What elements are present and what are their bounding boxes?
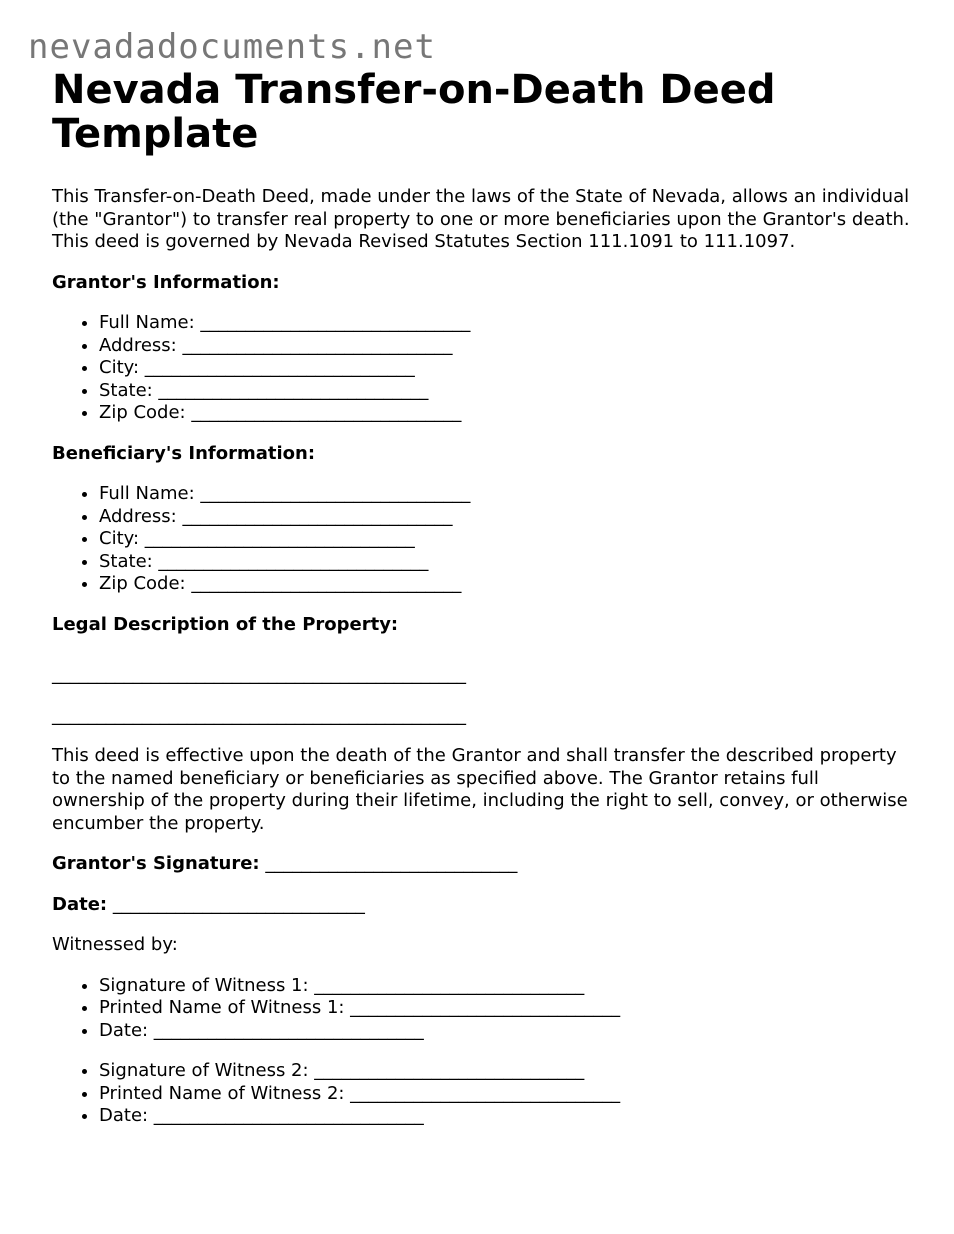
witness-1-date-field: • Date: ______________________________: [99, 1020, 912, 1043]
intro-paragraph: This Transfer-on-Death Deed, made under the laws of the State of Nevada, allows an individual (the "Grantor") to transfer real property to one or more beneficiaries upon the Grantor's death. This deed is governed by Nevada Revised Statutes Section 111.1091 to 111.1097.: [52, 186, 910, 252]
witness-1-list: [52, 975, 912, 1043]
date-line: [52, 894, 912, 917]
document-page: [52, 68, 912, 1128]
grantor-heading: Grantor's Information:: [52, 271, 280, 293]
grantor-full-name-field: • Full Name: ______________________________: [99, 312, 912, 335]
beneficiary-fields-list: [52, 483, 912, 596]
beneficiary-city-field: • City: ______________________________: [99, 528, 912, 551]
grantor-signature-label: Grantor's Signature:: [52, 853, 260, 874]
beneficiary-full-name-field: • Full Name: ______________________________: [99, 483, 912, 506]
witness-2-list: [52, 1060, 912, 1128]
witnessed-by-label: Witnessed by:: [52, 934, 178, 955]
witness-2-date-field: • Date: ______________________________: [99, 1105, 912, 1128]
grantor-signature-line: [52, 853, 912, 876]
witness-1-printed-name-field: • Printed Name of Witness 1: ______________________________: [99, 997, 912, 1020]
page-title: Nevada Transfer-on-Death Deed Template: [52, 67, 776, 157]
property-description-line: ______________________________________________: [52, 664, 466, 685]
watermark: nevadadocuments.net: [28, 27, 436, 67]
property-description-line: ______________________________________________: [52, 704, 466, 726]
witness-1-signature-field: • Signature of Witness 1: ______________________________: [99, 975, 912, 998]
date-blank: ____________________________: [112, 893, 365, 915]
grantor-zip-field: • Zip Code: ______________________________: [99, 402, 912, 425]
property-heading: Legal Description of the Property:: [52, 613, 399, 635]
grantor-address-field: • Address: ______________________________: [99, 335, 912, 358]
witness-2-printed-name-field: • Printed Name of Witness 2: ______________________________: [99, 1083, 912, 1106]
beneficiary-address-field: • Address: ______________________________: [99, 506, 912, 529]
grantor-state-field: • State: ______________________________: [99, 380, 912, 403]
grantor-signature-blank: ____________________________: [265, 853, 518, 874]
grantor-fields-list: [52, 312, 912, 425]
grantor-city-field: • City: ______________________________: [99, 357, 912, 380]
beneficiary-zip-field: • Zip Code: ______________________________: [99, 573, 912, 596]
beneficiary-heading: Beneficiary's Information:: [52, 442, 316, 464]
closing-paragraph: This deed is effective upon the death of the Grantor and shall transfer the described property to the named beneficiary or beneficiaries as specified above. The Grantor retains full ownership of the property during their lifetime, including the right to sell, convey, or otherwise encumber the property.: [52, 745, 908, 834]
witness-2-signature-field: • Signature of Witness 2: ______________________________: [99, 1060, 912, 1083]
date-label: Date:: [52, 893, 108, 915]
beneficiary-state-field: • State: ______________________________: [99, 551, 912, 574]
